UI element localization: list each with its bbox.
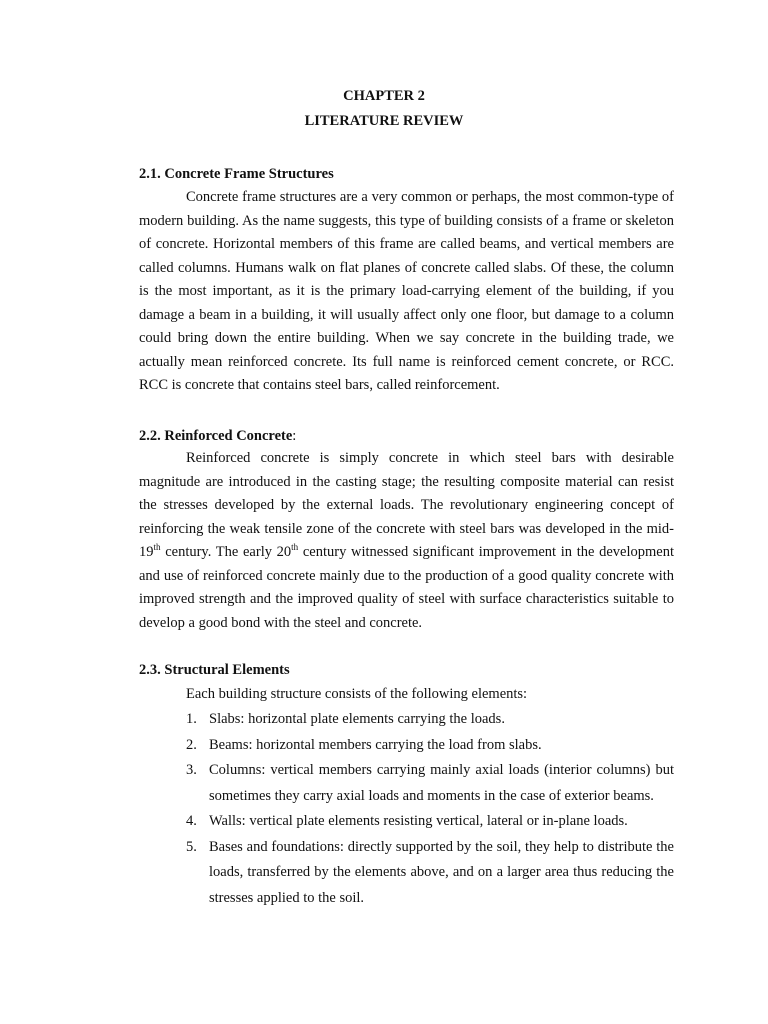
section-heading-2-2-colon: : (292, 428, 297, 444)
chapter-number: CHAPTER 2 (343, 88, 425, 104)
list-item (186, 707, 674, 733)
list-item-number: 4. (186, 813, 197, 829)
section-heading-2-2-text: 2.2. Reinforced Concrete (139, 428, 293, 444)
superscript-th-1: th (153, 542, 161, 552)
list-item-number: 3. (186, 762, 197, 778)
section-2-2-paragraph (139, 447, 674, 635)
section-2-2-text-part2: century. The early 20 (160, 544, 292, 560)
section-2-3-intro: Each building structure consists of the following elements: (186, 686, 528, 702)
section-2-2-text-part1: Reinforced concrete is simply concrete in which steel bars with desirable magnitude are introduced in the casting stage; the resulting composite material can resist the stresses developed by the external loads. The revolutionary engineering concept of reinforcing the weak tensile zone of the concrete with steel bars was developed in the mid-19 (139, 450, 674, 560)
list-item-text: Walls: vertical plate elements resisting vertical, lateral or in-plane loads. (209, 813, 628, 829)
structural-elements-list (186, 707, 674, 911)
section-2-2-text-part3: century witnessed significant improvement in the development and use of reinforced concrete mainly due to the production of a good quality concrete with improved strength and the improved quality of steel with surface characteristics suitable to develop a good bond with the steel and concrete. (139, 544, 674, 631)
list-item-text: Columns: vertical members carrying mainly axial loads (interior columns) but sometimes they carry axial loads and moments in the case of exterior beams. (209, 762, 674, 804)
section-heading-2-2 (139, 428, 296, 445)
section-heading-2-3: 2.3. Structural Elements (139, 662, 290, 678)
list-item (186, 758, 674, 809)
list-item-number: 2. (186, 736, 197, 753)
list-item (186, 809, 674, 835)
list-item-text: Slabs: horizontal plate elements carrying the loads. (209, 711, 505, 727)
chapter-title: LITERATURE REVIEW (304, 113, 464, 129)
list-item-text: Beams: horizontal members carrying the load from slabs. (209, 736, 542, 753)
superscript-th-2: th (291, 542, 299, 552)
list-item (186, 733, 674, 759)
list-item-text: Bases and foundations: directly supported by the soil, they help to distribute the loads, transferred by the elements above, and on a larger area thus reducing the stresses applied to the soil. (209, 838, 674, 906)
list-item-number: 5. (186, 838, 197, 855)
list-item-number: 1. (186, 711, 197, 727)
list-item (186, 835, 674, 912)
section-2-1-paragraph: Concrete frame structures are a very common or perhaps, the most common-type of modern building. As the name suggests, this type of building consists of a frame or skeleton of concrete. Horizontal members of this frame are called beams, and vertical members are called columns. Humans walk on flat planes of concrete called slabs. Of these, the column is the most important, as it is the primary load-carrying element of the building, if you damage a beam in a building, it will usually affect only one floor, but damage to a column could bring down the entire building. When we say concrete in the building trade, we actually mean reinforced concrete. Its full name is reinforced cement concrete, or RCC. RCC is concrete that contains steel bars, called reinforcement. (139, 189, 674, 393)
section-heading-2-1: 2.1. Concrete Frame Structures (139, 166, 334, 182)
